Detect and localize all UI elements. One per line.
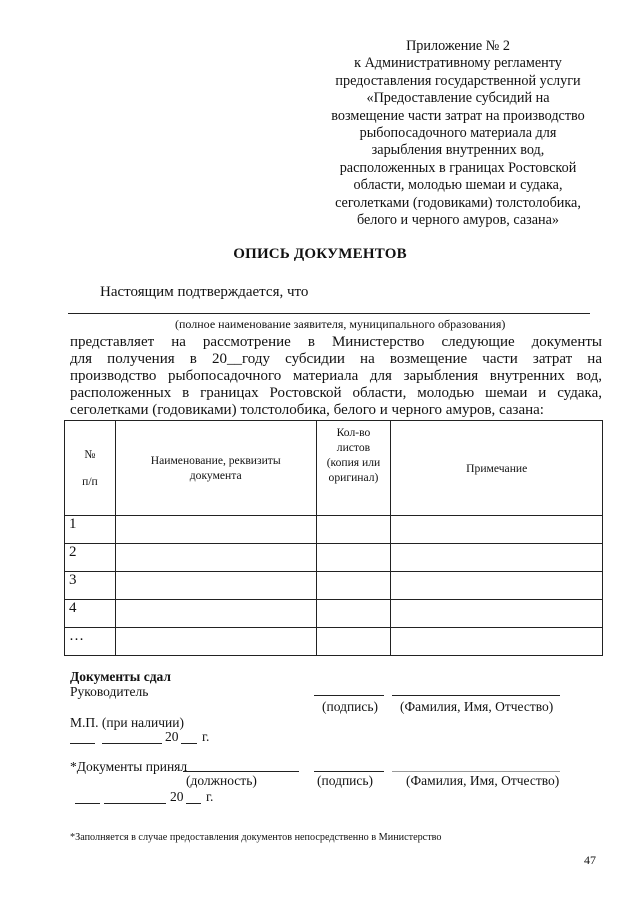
table-header-row [65,421,603,516]
accepted-year-line[interactable] [186,803,201,804]
row-document-cell[interactable] [115,600,316,628]
row-number: 3 [65,572,116,600]
accepted-position-caption: (должность) [186,773,257,788]
accepted-year-prefix: 20 [170,789,184,804]
accepted-month-line[interactable] [104,803,166,804]
annex-line: возмещение части затрат на производство [331,107,585,124]
header-count-line: листов [336,441,371,454]
row-document-cell[interactable] [115,544,316,572]
row-number: 4 [65,600,116,628]
submitted-year-prefix: 20 [165,729,179,744]
row-number: 2 [65,544,116,572]
row-count-cell[interactable] [316,628,391,656]
head-fio-caption: (Фамилия, Имя, Отчество) [400,699,554,714]
table-row [65,628,603,656]
documents-table [64,420,603,656]
row-count-cell[interactable] [316,572,391,600]
row-note-cell[interactable] [391,600,603,628]
paragraph-line: представляет на рассмотрение в Министерство следующие документы [70,334,602,350]
row-note-cell[interactable] [391,628,603,656]
submitted-month-line[interactable] [102,743,162,744]
table-row [65,544,603,572]
header-count-line: Кол-во [336,426,371,439]
page-number: 47 [584,853,596,867]
stamp-label: М.П. (при наличии) [70,715,184,730]
row-note-cell[interactable] [391,516,603,544]
annex-line: Приложение № 2 [406,38,510,54]
paragraph-line: расположенных в границах Ростовской области, молодью шемаи и судака, [70,385,602,401]
head-label: Руководитель [70,684,149,699]
row-note-cell[interactable] [391,572,603,600]
head-fio-line[interactable] [392,695,560,696]
header-count-line: оригинал) [328,471,379,484]
header-number-line: № [84,448,96,461]
header-note: Примечание [391,421,603,516]
table-row [65,572,603,600]
applicant-caption: (полное наименование заявителя, муниципального образования) [175,317,506,331]
table-row [65,516,603,544]
table-row [65,600,603,628]
row-count-cell[interactable] [316,544,391,572]
submitted-year-suffix: г. [202,729,210,744]
submitted-day-line[interactable] [70,743,95,744]
applicant-name-line[interactable] [68,313,590,314]
annex-line: рыбопосадочного материала для [359,125,557,142]
head-signature-caption: (подпись) [322,699,379,714]
accepted-year-suffix: г. [206,789,214,804]
accepted-fio-line[interactable] [392,771,560,772]
header-count-line: (копия или [326,456,381,469]
header-name-line: Наименование, реквизиты [150,454,281,467]
annex-line: предоставления государственной услуги [335,72,581,89]
row-document-cell[interactable] [115,628,316,656]
header-number [65,421,116,516]
header-name-line: документа [189,469,242,482]
accepted-day-line[interactable] [75,803,100,804]
footnote: *Заполняется в случае предоставления документов непосредственно в Министерство [70,832,442,843]
row-document-cell[interactable] [115,516,316,544]
row-document-cell[interactable] [115,572,316,600]
confirm-text: Настоящим подтверждается, что [100,284,309,300]
row-count-cell[interactable] [316,600,391,628]
annex-header [318,38,598,229]
document-title: ОПИСЬ ДОКУМЕНТОВ [233,246,407,262]
row-count-cell[interactable] [316,516,391,544]
annex-line: «Предоставление субсидий на [366,90,550,107]
description-paragraph [70,334,602,419]
header-document-name [115,421,316,516]
paragraph-line: сеголетками (годовиками) толстолобика, белого и черного амуров, сазана: [70,402,544,418]
annex-line: области, молодью шемаи и судака, [353,177,563,194]
row-number: … [65,628,116,656]
submitted-year-line[interactable] [181,743,197,744]
accepted-fio-caption: (Фамилия, Имя, Отчество) [406,773,560,788]
accepted-label: *Документы принял [70,759,188,774]
paragraph-line: производство рыбопосадочного материала для зарыбления внутренних вод, [70,368,602,384]
annex-line: белого и черного амуров, сазана» [356,212,560,229]
header-number-line: п/п [82,475,98,488]
annex-line: сеголетками (годовиками) толстолобика, [335,194,581,211]
annex-line: к Административному регламенту [354,55,562,72]
row-note-cell[interactable] [391,544,603,572]
annex-line: расположенных в границах Ростовской [339,159,577,176]
annex-line: зарыбления внутренних вод, [371,142,545,159]
header-sheet-count [316,421,391,516]
head-signature-line[interactable] [314,695,384,696]
accepted-signature-caption: (подпись) [317,773,374,788]
row-number: 1 [65,516,116,544]
submitted-heading: Документы сдал [70,669,171,684]
accepted-position-line[interactable] [183,771,299,772]
accepted-signature-line[interactable] [314,771,384,772]
paragraph-line: для получения в 20__году субсидии на возмещение части затрат на [70,351,602,367]
